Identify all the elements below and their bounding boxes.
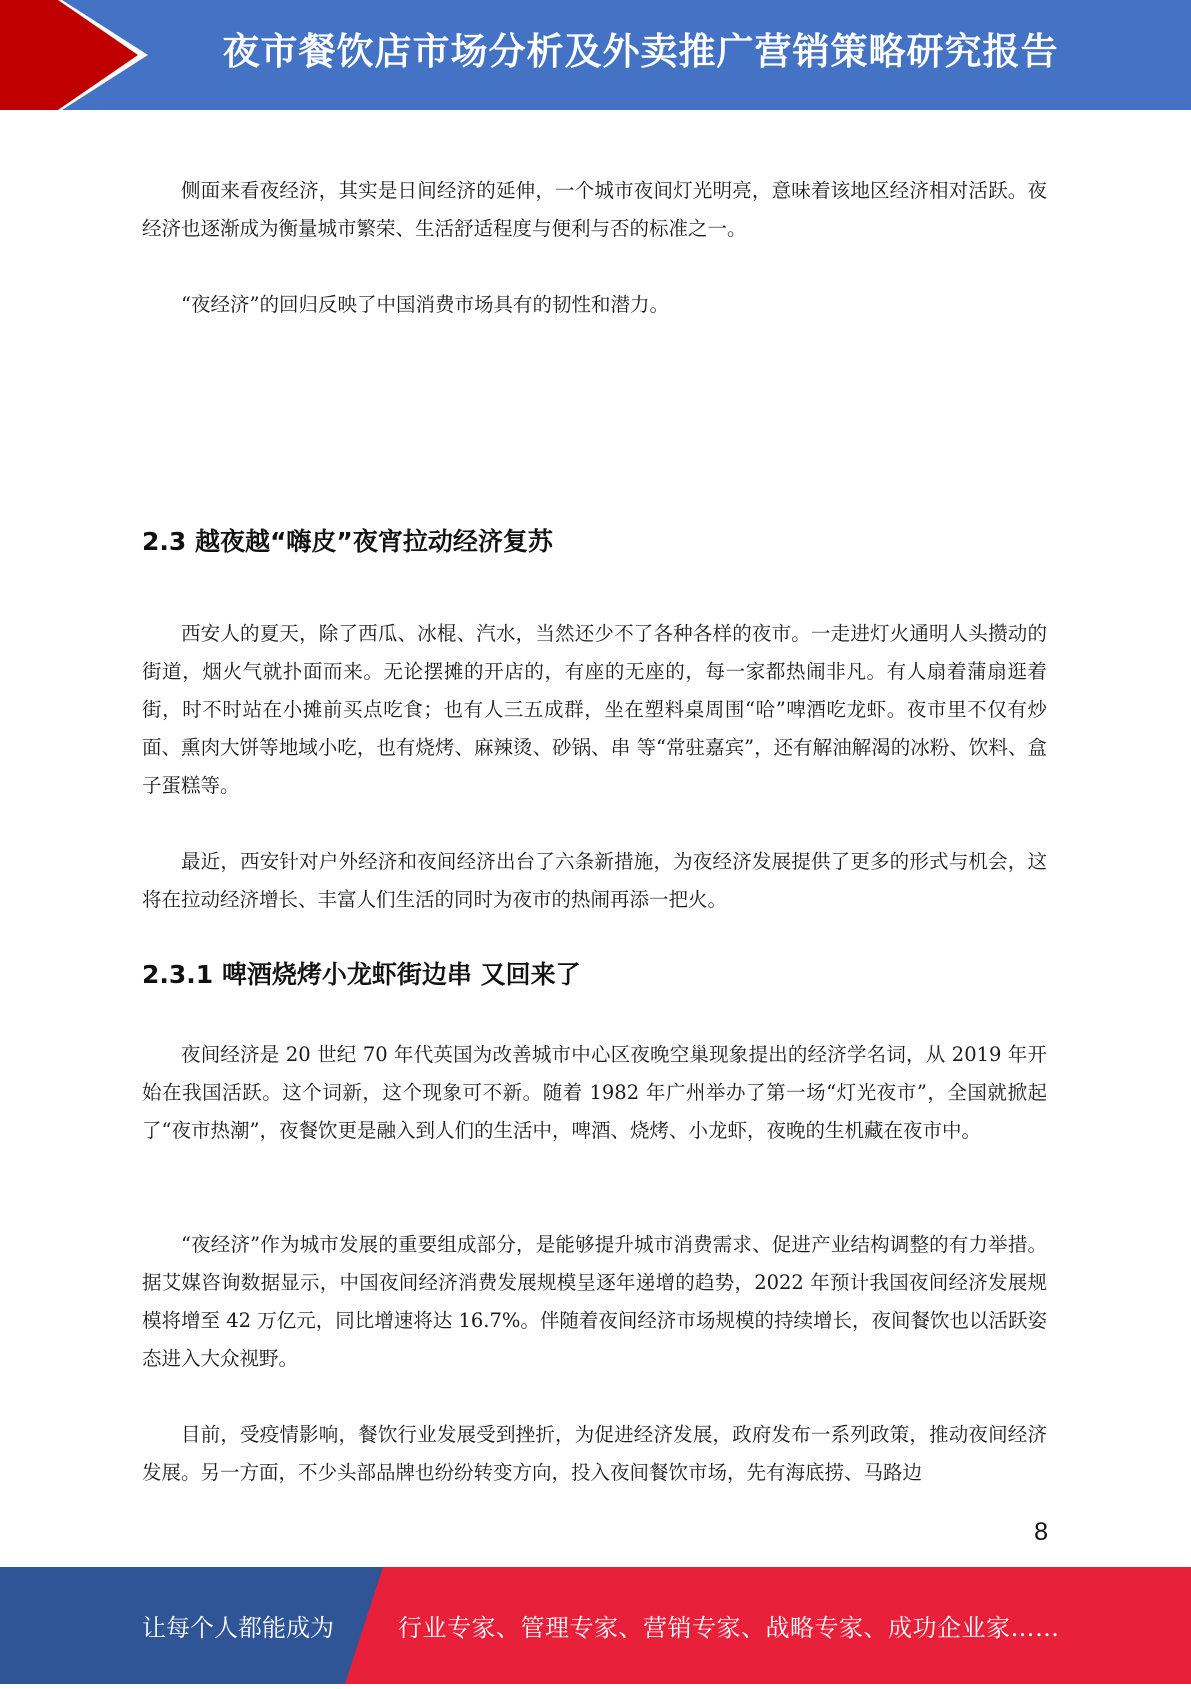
footer-slogan-right: 行业专家、管理专家、营销专家、战略专家、成功企业家…… xyxy=(398,1614,1060,1642)
paragraph-industry-policy: 目前，受疫情影响，餐饮行业发展受到挫折，为促进经济发展，政府发布一系列政策，推动夜间经济发展。另一方面，不少头部品牌也纷纷转变方向，投入夜间餐饮市场，先有海底捞、马路边 xyxy=(142,1423,1047,1484)
page-footer xyxy=(0,1567,1191,1684)
paragraph-xian-measures: 最近，西安针对户外经济和夜间经济出台了六条新措施，为夜经济发展提供了更多的形式与机会，这将在拉动经济增长、丰富人们生活的同时为夜市的热闹再添一把火。 xyxy=(142,850,1047,911)
paragraph-night-economy-resilience: “夜经济”的回归反映了中国消费市场具有的韧性和潜力。 xyxy=(181,293,669,316)
footer-slogan-left: 让每个人都能成为 xyxy=(142,1614,334,1642)
page-header xyxy=(0,0,1191,110)
page-number: 8 xyxy=(1034,1518,1048,1546)
paragraph-night-economy-extension: 侧面来看夜经济，其实是日间经济的延伸，一个城市夜间灯光明亮，意味着该地区经济相对活跃。夜经济也逐渐成为衡量城市繁荣、生活舒适程度与便利与否的标准之一。 xyxy=(142,179,1047,240)
section-heading-2-3: 2.3 越夜越“嗨皮”夜宵拉动经济复苏 xyxy=(142,527,553,556)
section-heading-2-3-1: 2.3.1 啤酒烧烤小龙虾街边串 又回来了 xyxy=(142,960,581,989)
report-title: 夜市餐饮店市场分析及外卖推广营销策略研究报告 xyxy=(222,30,1059,73)
paragraph-night-economy-history: 夜间经济是 20 世纪 70 年代英国为改善城市中心区夜晚空巢现象提出的经济学名词，从 2019 年开始在我国活跃。这个词新，这个现象可不新。随着 1982 年广州举办了第一场“灯光夜市”，全国就掀起了“夜市热潮”，夜餐饮更是融入到人们的生活中，啤酒、烧烤、小龙虾，夜晚的生机藏在夜市中。 xyxy=(142,1043,1047,1142)
paragraph-xian-summer: 西安人的夏天，除了西瓜、冰棍、汽水，当然还少不了各种各样的夜市。一走进灯火通明人头攒动的街道，烟火气就扑面而来。无论摆摊的开店的，有座的无座的，每一家都热闹非凡。有人扇着蒲扇逛着街，时不时站在小摊前买点吃食；也有人三五成群，坐在塑料桌周围“哈”啤酒吃龙虾。夜市里不仅有炒面、熏肉大饼等地域小吃，也有烧烤、麻辣烫、砂锅、串 等“常驻嘉宾”，还有解油解渴的冰粉、饮料、盒子蛋糕等。 xyxy=(142,622,1047,797)
paragraph-night-economy-scale: “夜经济”作为城市发展的重要组成部分，是能够提升城市消费需求、促进产业结构调整的有力举措。据艾媒咨询数据显示，中国夜间经济消费发展规模呈逐年递增的趋势，2022 年预计我国夜间经济发展规模将增至 42 万亿元，同比增速将达 16.7%。伴随着夜间经济市场规模的持续增长，夜间餐饮也以活跃姿态进入大众视野。 xyxy=(142,1233,1047,1370)
